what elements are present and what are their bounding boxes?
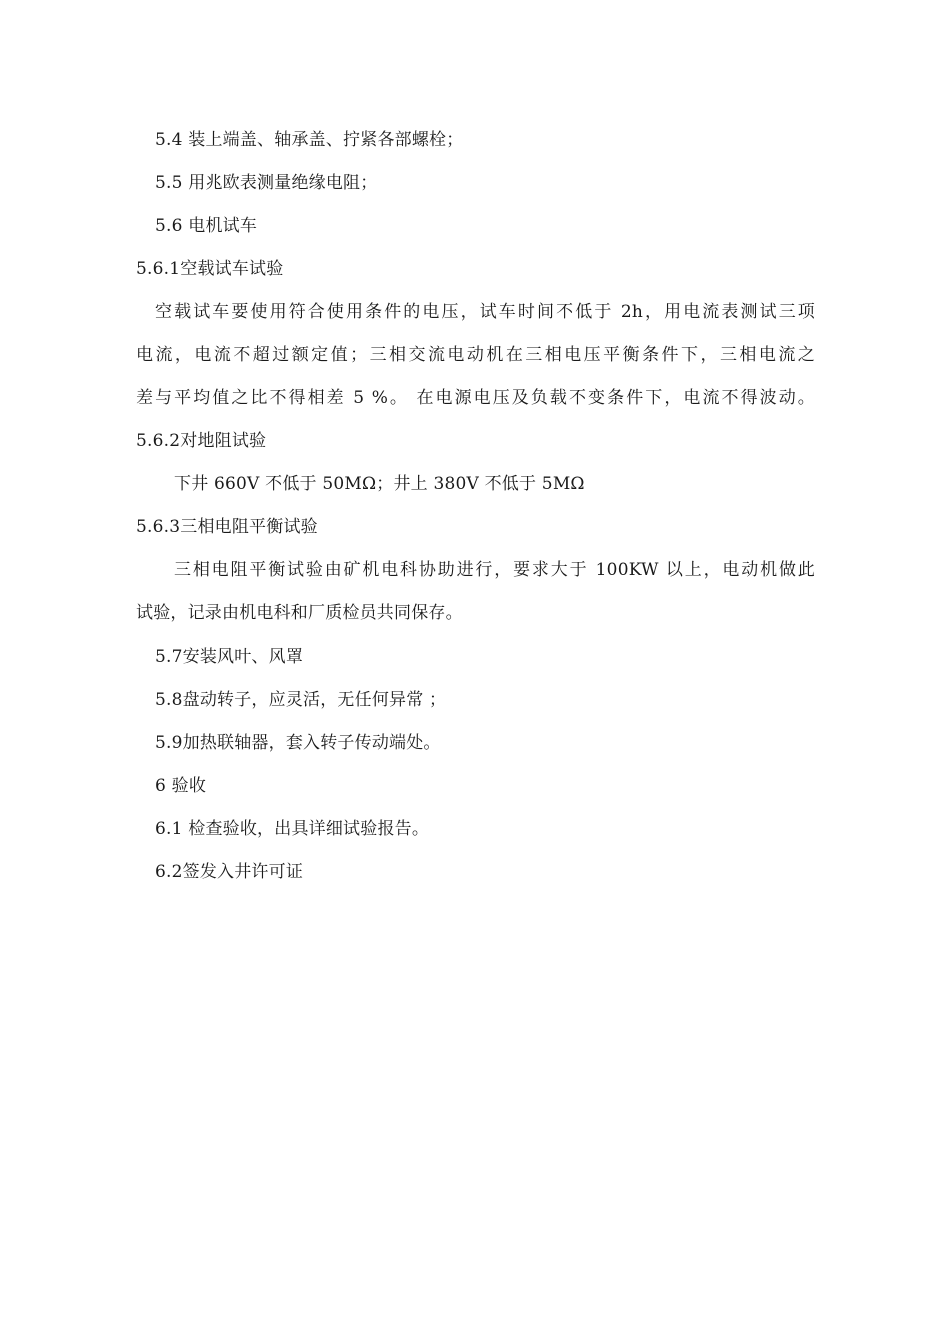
clause-5-8: 5.8盘动转子，应灵活，无任何异常 ； — [155, 690, 447, 710]
clause-5-9: 5.9加热联轴器，套入转子传动端处。 — [155, 733, 441, 753]
paragraph-no-load-test-line-2: 电流，电流不超过额定值；三相交流电动机在三相电压平衡条件下，三相电流之 — [136, 345, 815, 365]
section-6-heading: 6 验收 — [155, 776, 207, 796]
ground-resistance-requirement: 下井 660V 不低于 50MΩ；井上 380V 不低于 5MΩ — [174, 474, 585, 494]
clause-5-6-1-heading: 5.6.1空载试车试验 — [136, 259, 284, 279]
clause-6-1: 6.1 检查验收，出具详细试验报告。 — [155, 819, 430, 839]
clause-5-6-3-heading: 5.6.3三相电阻平衡试验 — [136, 517, 318, 537]
paragraph-no-load-test-line-1: 空载试车要使用符合使用条件的电压，试车时间不低于 2h，用电流表测试三项 — [155, 302, 815, 322]
clause-5-6-heading: 5.6 电机试车 — [155, 216, 258, 236]
clause-5-7: 5.7安装风叶、风罩 — [155, 647, 304, 667]
clause-5-5: 5.5 用兆欧表测量绝缘电阻； — [155, 173, 378, 193]
clause-6-2: 6.2签发入井许可证 — [155, 862, 304, 882]
paragraph-no-load-test-line-3: 差与平均值之比不得相差 5 %。 在电源电压及负载不变条件下，电流不得波动。 — [136, 388, 815, 408]
paragraph-resistance-balance-line-2: 试验，记录由机电科和厂质检员共同保存。 — [136, 603, 463, 623]
paragraph-resistance-balance-line-1: 三相电阻平衡试验由矿机电科协助进行，要求大于 100KW 以上，电动机做此 — [174, 560, 815, 580]
clause-5-6-2-heading: 5.6.2对地阻试验 — [136, 431, 267, 451]
clause-5-4: 5.4 装上端盖、轴承盖、拧紧各部螺栓； — [155, 130, 464, 150]
